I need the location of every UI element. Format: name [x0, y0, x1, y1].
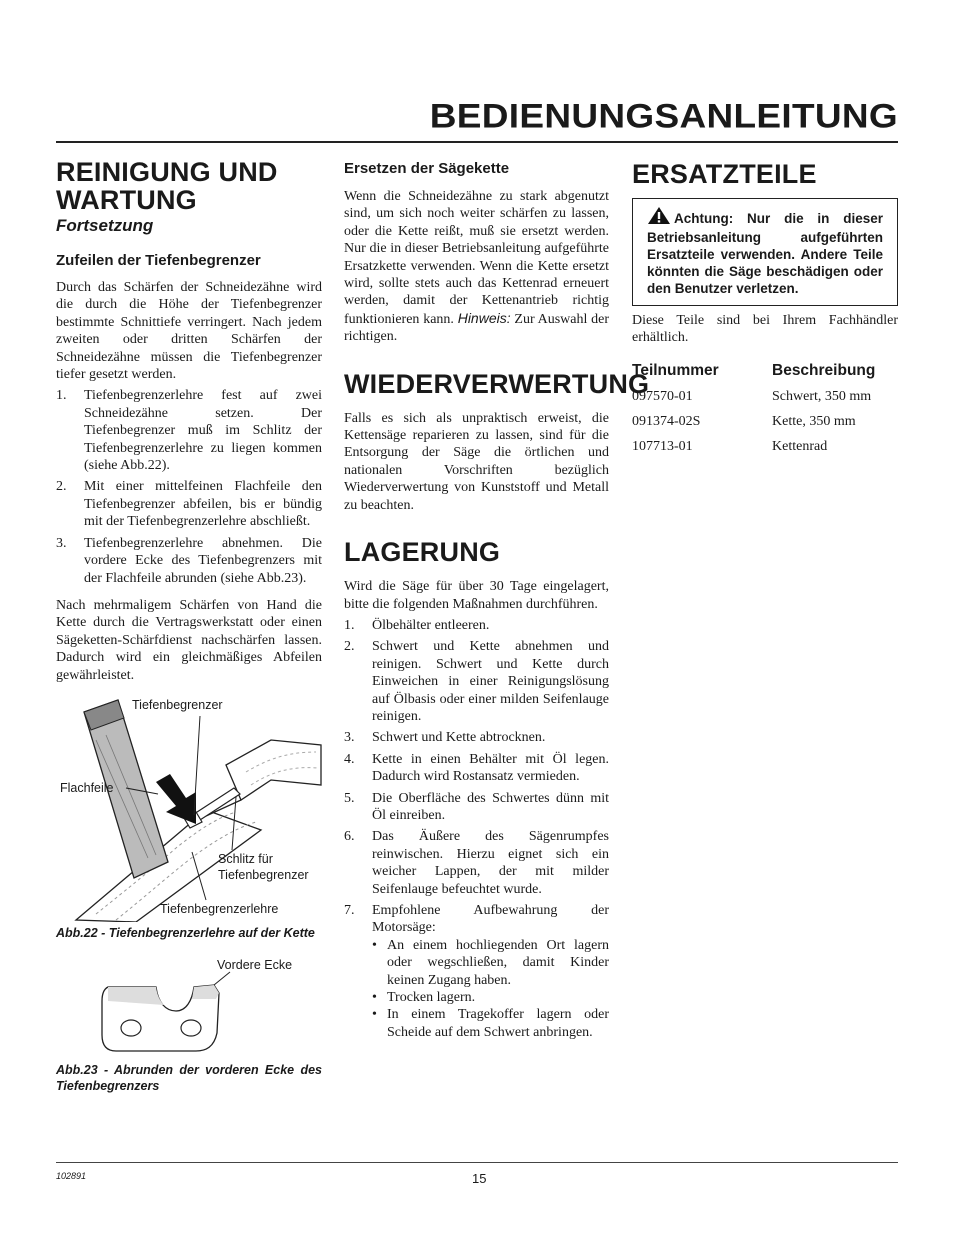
parts-header-number: Teilnummer [632, 361, 719, 379]
label-vordere-ecke: Vordere Ecke [217, 958, 293, 972]
chain-replace-text: Wenn die Schneidezähne zu stark abgenutzt sind, um sich noch weiter schärfen zu lassen, oder die Kette reißt, muß sie ersetzt werden. Nur die in dieser Betriebsanleitung aufgeführte Ersatzkette verwenden. Wenn die Kette ersetzt wird, sollte stets auch das Kettenrad erneuert werden, damit der Kettenantrieb richtig funktionieren kann. Hinweis: Zur Auswahl der richtigen. [344, 189, 610, 345]
label-tiefenbegrenzer: Tiefenbegrenzer [132, 698, 223, 712]
depth-gauge-illustration [56, 690, 326, 922]
footer-rule [56, 1162, 898, 1163]
column-chain-recycling-storage [344, 158, 650, 1041]
storage-heading: LAGERUNG [344, 537, 501, 568]
part-desc: Kette, 350 mm [772, 413, 856, 429]
warning-box [632, 198, 898, 306]
recycling-heading: WIEDERVERWERTUNG [344, 368, 650, 399]
warning-triangle-icon [647, 206, 671, 229]
part-desc: Kettenrad [772, 438, 828, 454]
storage-bullets [372, 937, 609, 1041]
depth-gauge-intro: Durch das Schärfen der Schneidezähne wird die durch die Höhe der Tiefenbegrenzer bestimmte Schnittiefe verringert. Nach jedem zweiten oder dritten Schärfen der Schneidezähne müssen die Tiefenbegrenzer tiefer gesetzt werden. [56, 280, 322, 383]
list-item: • An einem hochliegenden Ort lagern oder wegschließen, damit Kinder keinen Zugang haben. [372, 937, 609, 988]
figure-23 [56, 955, 326, 1055]
list-item: • In einem Tragekoffer lagern oder Scheide auf dem Schwert anbringen. [372, 1007, 609, 1040]
list-item: 3. Tiefenbegrenzerlehre abnehmen. Die vordere Ecke des Tiefenbegrenzers mit der Flachfeile abrunden (siehe Abb.23). [56, 535, 322, 586]
list-item: 1. Tiefenbegrenzerlehre fest auf zwei Schneidezähne setzen. Der Tiefenbegrenzer muß im Schlitz der Tiefenbegrenzerlehre zu liegen kommen (siehe Abb.22). [56, 388, 322, 474]
chain-replace-heading: Ersetzen der Sägekette [344, 160, 510, 177]
figure-22-caption: Abb.22 - Tiefenbegrenzerlehre auf der Kette [56, 926, 315, 940]
spare-parts-heading: ERSATZTEILE [632, 159, 817, 189]
maintenance-heading: REINIGUNG UND WARTUNG [56, 157, 278, 215]
list-item: • Trocken lagern. [372, 990, 476, 1006]
list-item: 7. Empfohlene Aufbewahrung der Motorsäge: • An einem hochliegenden Ort lagern oder wegschließen, damit Kinder keinen Zugang haben. • Trocken lagern. • In einem Tragekoffer lagern oder Scheide auf dem Schwert anbringen. [344, 903, 609, 1040]
doc-number: 102891 [56, 1171, 87, 1181]
storage-intro: Wird die Säge für über 30 Tage eingelagert, bitte die folgenden Maßnahmen durchführen. [344, 579, 609, 612]
list-item: 4. Kette in einen Behälter mit Öl legen. Dadurch wird Rostansatz vermieden. [344, 751, 609, 785]
depth-gauge-heading: Zufeilen der Tiefenbegrenzer [56, 252, 261, 269]
list-item: 6. Das Äußere des Sägenrumpfes reinwischen. Hierzu eignet sich ein weicher Lappen, der mit milder Seifenlauge befeuchtet wurde. [344, 829, 609, 897]
page-number: 15 [472, 1171, 487, 1186]
part-number: 107713-01 [632, 438, 693, 454]
label-schlitz-1: Schlitz für [218, 852, 273, 866]
part-desc: Schwert, 350 mm [772, 388, 872, 404]
parts-table [632, 362, 898, 454]
label-lehre: Tiefenbegrenzerlehre [160, 902, 279, 916]
list-item: 2. Mit einer mittelfeinen Flachfeile den Tiefenbegrenzer abfeilen, bis er bündig mit der Tiefenbegrenzerlehre abschließt. [56, 479, 322, 530]
maintenance-subtitle: Fortsetzung [56, 216, 154, 235]
warning-text: Achtung: Nur die in dieser Betriebsanleitung aufgeführten Ersatzteile verwenden. Andere Teile könnten die Säge beschädigen oder den Benutzer verletzen. [647, 206, 883, 297]
list-item: 2. Schwert und Kette abnehmen und reinigen. Schwert und Kette durch Einweichen in einer Reinigungslösung auf Ölbasis oder einer milden Seifenlauge reinigen. [344, 639, 609, 724]
page-title: BEDIENUNGSANLEITUNG [429, 97, 898, 136]
storage-steps [344, 617, 609, 1041]
label-schlitz-2: Tiefenbegrenzer [218, 868, 309, 882]
parts-header-desc: Beschreibung [772, 361, 876, 379]
depth-gauge-after: Nach mehrmaligem Schärfen von Hand die Kette durch die Vertragswerkstatt oder einen Sägeketten-Schärfdienst nachschärfen lassen. Dadurch wird ein gleichmäßiges Abfeilen gewährleistet. [56, 597, 322, 683]
label-flachfeile: Flachfeile [60, 781, 114, 795]
dealer-note: Diese Teile sind bei Ihrem Fachhändler erhältlich. [632, 313, 898, 346]
part-number: 091374-02S [632, 413, 701, 429]
list-item: 3. Schwert und Kette abtrocknen. [344, 730, 546, 746]
list-item: 1. Ölbehälter entleeren. [344, 617, 490, 633]
column-spare-parts [632, 158, 898, 454]
list-item: 5. Die Oberfläche des Schwertes dünn mit Öl einreiben. [344, 790, 609, 823]
column-maintenance [56, 158, 322, 684]
part-number: 097570-01 [632, 388, 693, 404]
figure-22 [56, 690, 326, 922]
depth-gauge-steps [56, 387, 322, 586]
figure-23-caption: Abb.23 - Abrunden der vorderen Ecke des Tiefenbegrenzers [56, 1063, 322, 1093]
recycling-text: Falls es sich als unpraktisch erweist, die Kettensäge reparieren zu lassen, sind für die Entsorgung der Säge die örtlichen und nationalen Vorschriften bezüglich Wiederverwertung von Kunststoff und Metall zu beachten. [344, 410, 609, 513]
header-rule [56, 141, 898, 143]
